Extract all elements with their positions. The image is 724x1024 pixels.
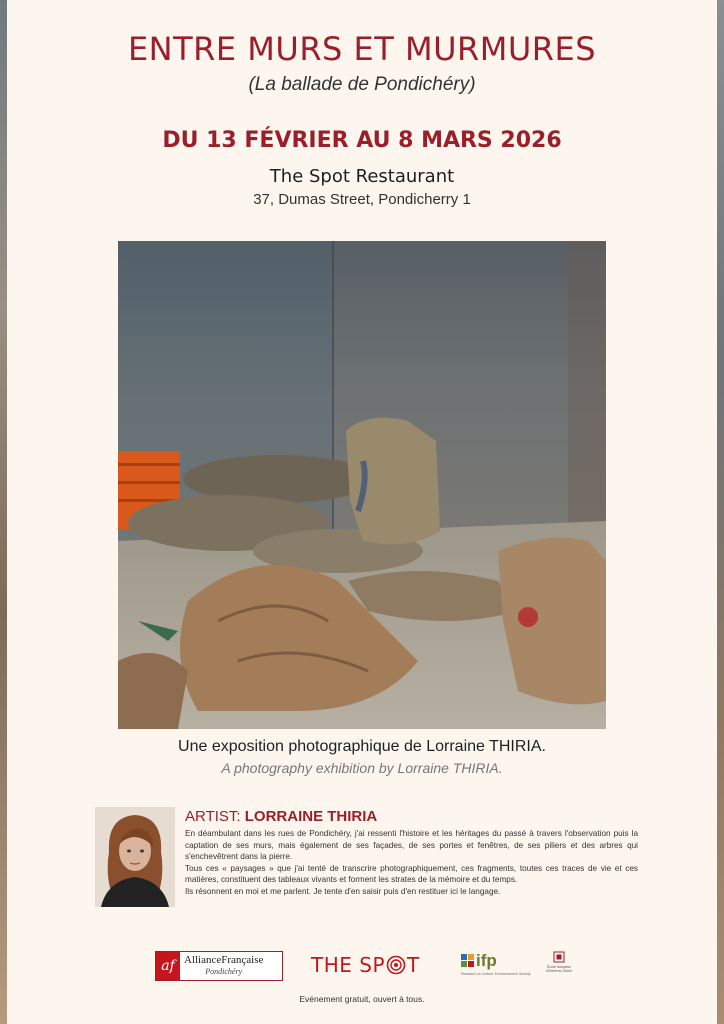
- artist-label: ARTIST:: [185, 808, 241, 825]
- artist-heading: [185, 808, 377, 825]
- portrait-illustration: [95, 807, 175, 907]
- ifp-squares-icon: [461, 954, 475, 968]
- af-mark: af: [156, 952, 180, 980]
- spot-text-part2: T: [407, 953, 420, 977]
- footer-note: Evénement gratuit, ouvert à tous.: [299, 994, 425, 1004]
- the-spot-logo: [311, 953, 420, 977]
- background-photo-edge-right: [717, 0, 724, 1024]
- artist-portrait: [95, 807, 175, 907]
- exhibition-dates: DU 13 FÉVRIER AU 8 MARS 2026: [162, 128, 562, 153]
- caption-english: A photography exhibition by Lorraine THIRIA.: [221, 760, 503, 776]
- poster-subtitle: (La ballade de Pondichéry): [248, 74, 476, 95]
- artist-name: LORRAINE THIRIA: [244, 808, 378, 825]
- af-city: Pondichéry: [205, 967, 243, 976]
- background-photo-edge-left: [0, 0, 7, 1024]
- photo-illustration: [118, 241, 606, 729]
- caption-french: Une exposition photographique de Lorraine THIRIA.: [178, 738, 546, 755]
- efeo-subtitle: École française d'Extrême-Orient: [545, 965, 573, 974]
- artist-bio-paragraph: En déambulant dans les rues de Pondichéry, j'ai ressenti l'histoire et les héritages du passé à travers l'observation puis la captation de ses murs, mais également de ses façades, de ses portes et fenêtres, de ses piliers et des arbres qui s'enchevêtrent dans la pierre.: [185, 829, 638, 862]
- ifp-name: ifp: [476, 951, 497, 970]
- artist-bio-paragraph: Ils résonnent en moi et me parlent. Je tente d'en saisir puis d'en restituer ici le langage.: [185, 886, 501, 896]
- ifp-logo: [461, 951, 531, 981]
- efeo-emblem-icon: [553, 951, 565, 963]
- alliance-francaise-logo: [155, 951, 283, 981]
- jute-sacks-photo: [118, 241, 606, 729]
- venue-address: 37, Dumas Street, Pondicherry 1: [253, 191, 471, 208]
- venue-name: The Spot Restaurant: [269, 166, 455, 187]
- spot-target-icon: [386, 955, 406, 975]
- efeo-logo: [541, 951, 577, 981]
- sponsor-logos: [7, 945, 717, 985]
- af-name: AllianceFrançaise: [184, 954, 264, 966]
- artist-bio-paragraph: Tous ces « paysages » que j'ai tenté de transcrire photographiquement, ces fragments, toutes ces traces de vie et ces matières, constituent des tableaux vivants et forment les strates de la mémoire et du temps.: [185, 863, 638, 885]
- exhibition-poster: [7, 0, 717, 1024]
- poster-title: ENTRE MURS ET MURMURES: [127, 30, 597, 68]
- artist-bio: [185, 828, 638, 898]
- spot-text-part1: THE SP: [311, 953, 386, 977]
- ifp-subtitle: Research on Culture, Environment & Society: [461, 972, 531, 976]
